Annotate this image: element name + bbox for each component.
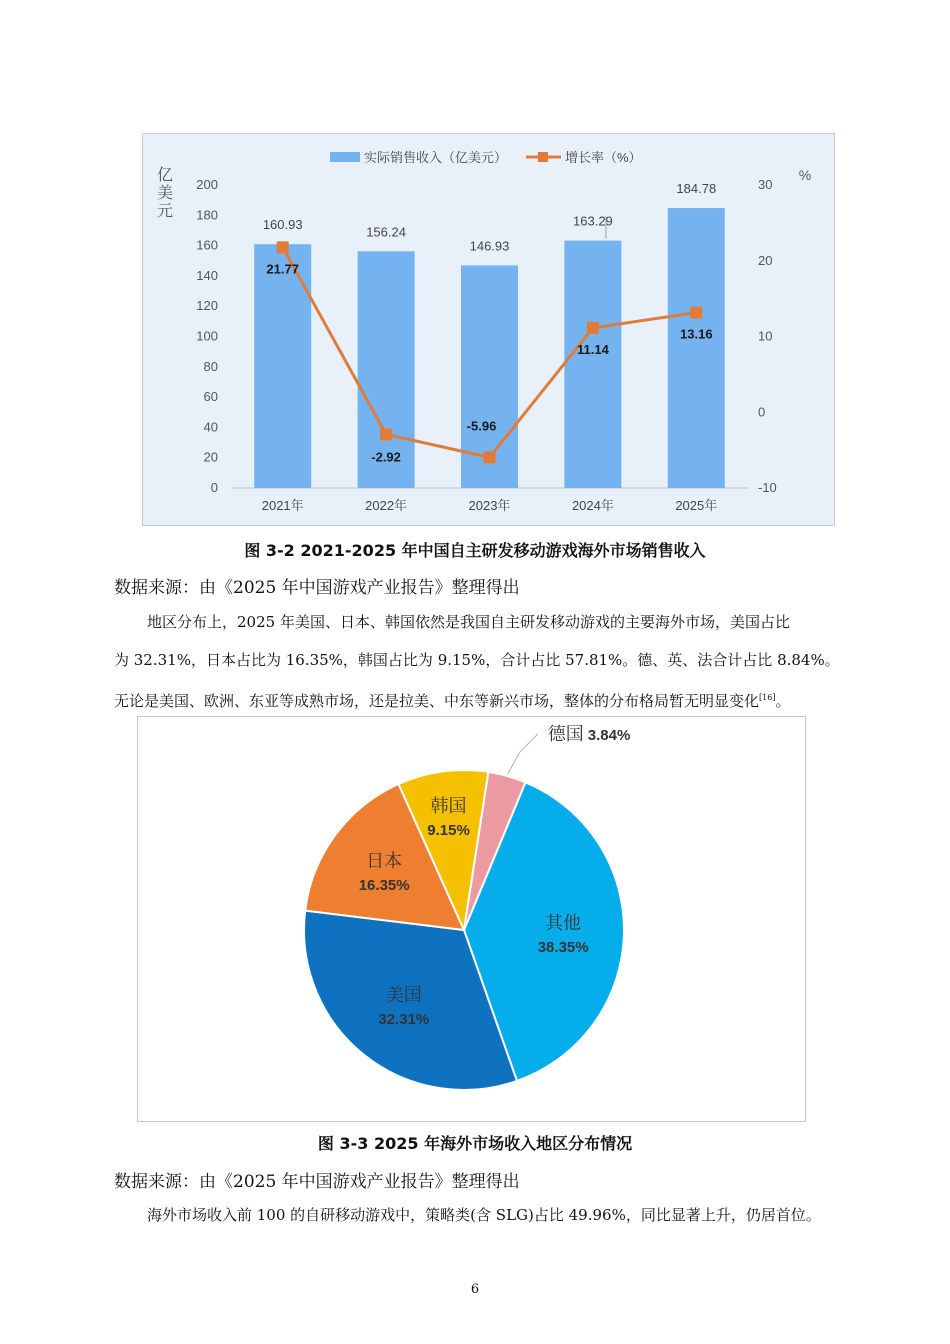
- region-pie-frame: [137, 716, 806, 1122]
- pie-slice-label: 德国: [547, 724, 584, 745]
- pie-slice-label: 其他: [545, 912, 582, 933]
- revenue-bar-label: 156.24: [366, 224, 406, 240]
- x-tick-label: 2024年: [571, 498, 614, 513]
- reference-16[interactable]: [16]: [759, 693, 776, 702]
- x-tick-label: 2021年: [261, 498, 304, 513]
- y-axis-title-char: 亿: [156, 167, 174, 184]
- revenue-growth-chart: [143, 134, 834, 525]
- y-tick-label: 0: [210, 480, 218, 495]
- y-tick-label: 200: [196, 177, 218, 192]
- pie-slice-value: 16.35%: [358, 877, 410, 895]
- y-tick-label: 160: [196, 237, 218, 253]
- pie-slice-label: 日本: [366, 851, 403, 872]
- y-tick-label: 40: [203, 419, 218, 435]
- y-tick-label: 120: [196, 298, 218, 314]
- pie-slice-label: 韩国: [430, 795, 467, 816]
- y-tick-label: 20: [203, 449, 218, 465]
- revenue-bar-label: 160.93: [262, 217, 303, 233]
- revenue-chart-frame: [142, 133, 835, 526]
- y-tick-label: 60: [203, 389, 218, 405]
- pie-slice-value: 38.35%: [537, 938, 589, 956]
- figure-3-2-source: 数据来源：由《2025 年中国游戏产业报告》整理得出: [114, 578, 520, 598]
- y2-tick-label: 10: [758, 328, 773, 344]
- paragraph-line-2: 为 32.31%，日本占比为 16.35%，韩国占比为 9.15%，合计占比 57.81%。德、英、法合计占比 8.84%。: [114, 650, 840, 669]
- revenue-bar-label: 184.78: [676, 181, 717, 197]
- paragraph-region-distribution: [114, 604, 864, 721]
- pie-slice-value: 9.15%: [427, 821, 470, 839]
- growth-rate-label: 13.16: [680, 326, 713, 342]
- y2-tick-label: 30: [758, 177, 773, 192]
- y-axis-title-char: 元: [156, 203, 174, 220]
- region-distribution-pie: [138, 717, 805, 1121]
- y2-tick-label: 0: [758, 404, 766, 420]
- y2-axis-title: %: [798, 167, 812, 183]
- pie-slice-value: 3.84%: [587, 727, 631, 745]
- growth-rate-marker: [484, 451, 496, 463]
- legend-label-growth: 增长率（%）: [565, 150, 642, 165]
- chart-legend: [330, 150, 642, 165]
- y-tick-label: 180: [196, 207, 218, 223]
- legend-label-revenue: 实际销售收入（亿美元）: [364, 150, 508, 165]
- growth-rate-label: -5.96: [466, 418, 497, 434]
- paragraph-line-3: [114, 679, 864, 721]
- paragraph-line-3-end: 。: [775, 692, 791, 710]
- revenue-bar-label: 146.93: [469, 238, 510, 254]
- y-tick-label: 140: [196, 267, 218, 283]
- growth-rate-label: 21.77: [266, 261, 299, 277]
- pie-leader-line: [508, 734, 538, 774]
- legend-swatch-revenue: [330, 152, 360, 162]
- paragraph-line-1: 地区分布上，2025 年美国、日本、韩国依然是我国自主研发移动游戏的主要海外市场，美国占比: [147, 613, 790, 631]
- pie-slice-label: 美国: [385, 984, 422, 1005]
- y-tick-label: 80: [203, 358, 218, 374]
- revenue-bar: [564, 241, 621, 488]
- y-tick-label: 100: [196, 328, 218, 344]
- growth-rate-label: 11.14: [576, 341, 609, 357]
- y-axis-title-char: 美: [156, 185, 174, 202]
- growth-rate-marker: [690, 307, 702, 319]
- figure-3-3-caption: 图 3-3 2025 年海外市场收入地区分布情况: [317, 1134, 633, 1153]
- legend-marker-growth: [538, 152, 548, 162]
- growth-rate-marker: [587, 322, 599, 334]
- y2-tick-label: -10: [758, 480, 777, 495]
- growth-rate-marker: [380, 428, 392, 440]
- x-tick-label: 2023年: [468, 498, 511, 513]
- y-axis-title: [157, 166, 173, 220]
- figure-3-2-caption: 图 3-2 2021-2025 年中国自主研发移动游戏海外市场销售收入: [244, 541, 706, 560]
- page-number: 6: [470, 1282, 480, 1297]
- revenue-bar-label: 163.29: [573, 213, 613, 229]
- y2-tick-label: 20: [758, 252, 773, 268]
- growth-rate-marker: [277, 241, 289, 253]
- pie-slice-value: 32.31%: [378, 1010, 430, 1028]
- growth-rate-label: -2.92: [371, 449, 401, 465]
- revenue-bar: [668, 208, 725, 488]
- x-tick-label: 2025年: [675, 498, 718, 513]
- paragraph-strategy-games: 海外市场收入前 100 的自研移动游戏中，策略类(含 SLG)占比 49.96%，同比显著上升，仍居首位。: [147, 1206, 821, 1224]
- figure-3-3-source: 数据来源：由《2025 年中国游戏产业报告》整理得出: [114, 1172, 520, 1192]
- paragraph-line-3-text: 无论是美国、欧洲、东亚等成熟市场，还是拉美、中东等新兴市场，整体的分布格局暂无明显变化: [114, 692, 760, 710]
- x-tick-label: 2022年: [365, 498, 408, 513]
